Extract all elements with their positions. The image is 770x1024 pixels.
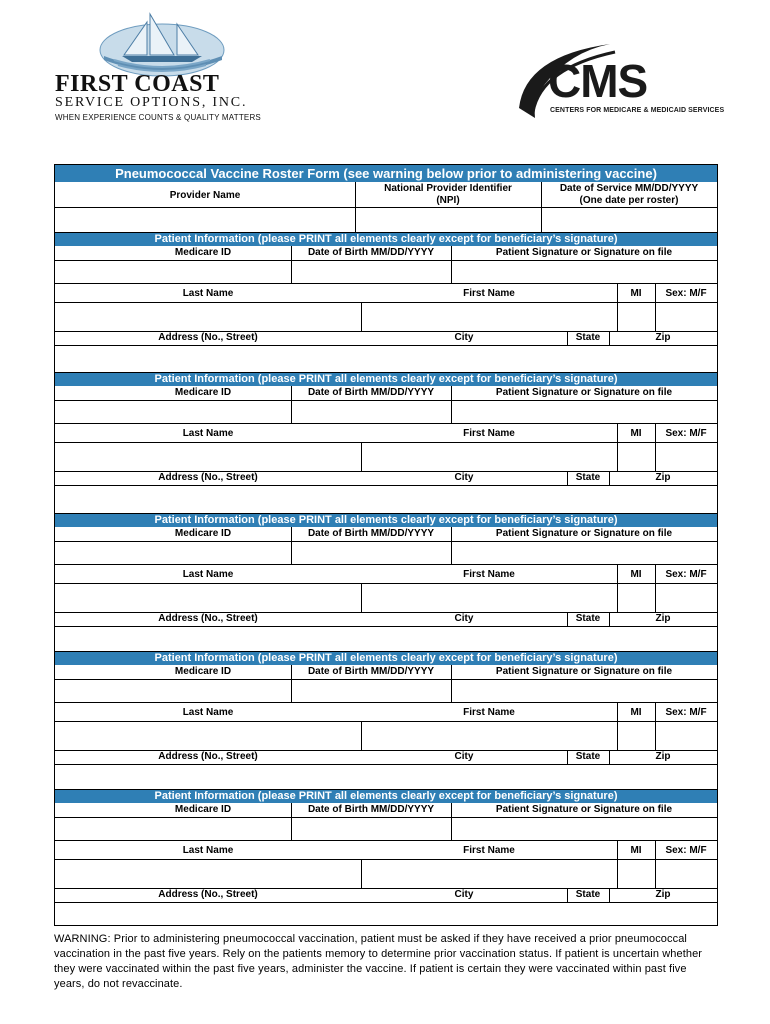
patient-1-sex-field[interactable]	[656, 303, 717, 331]
patient-4-dob-label: Date of Birth MM/DD/YYYY	[307, 666, 435, 677]
patient-4-signature-field[interactable]	[452, 680, 717, 702]
patient-2-mi-label: MI	[630, 428, 642, 439]
patient-5-mi-label: MI	[630, 845, 642, 856]
patient-2-address-field[interactable]	[55, 486, 717, 511]
patient-4-first-name-field[interactable]	[362, 722, 617, 750]
patient-1-address-label: Address (No., Street)	[158, 332, 258, 343]
patient-4-mi-label: MI	[630, 707, 642, 718]
patient-5-state-label: State	[575, 889, 601, 900]
form-title: Pneumococcal Vaccine Roster Form (see warning below prior to administering vaccine)	[55, 165, 717, 182]
patient-1-medicare-id-label: Medicare ID	[174, 247, 232, 258]
cms-wordmark: CMS	[548, 55, 648, 107]
patient-2-dob-field[interactable]	[292, 401, 451, 423]
patient-2-signature-label: Patient Signature or Signature on file	[495, 387, 673, 398]
patient-1-medicare-id-field[interactable]	[55, 261, 291, 283]
patient-5-dob-label: Date of Birth MM/DD/YYYY	[307, 804, 435, 815]
patient-3-address-label: Address (No., Street)	[158, 613, 258, 624]
patient-5-section-title: Patient Information (please PRINT all elements clearly except for beneficiary’s signature)	[55, 790, 717, 803]
patient-5-last-name-label: Last Name	[182, 845, 234, 856]
patient-3-sex-label: Sex: M/F	[665, 569, 707, 580]
patient-3-medicare-id-label: Medicare ID	[174, 528, 232, 539]
fcso-tagline: WHEN EXPERIENCE COUNTS & QUALITY MATTERS	[55, 113, 261, 122]
patient-2-dob-label: Date of Birth MM/DD/YYYY	[307, 387, 435, 398]
patient-4-last-name-label: Last Name	[182, 707, 234, 718]
patient-1-last-name-label: Last Name	[182, 288, 234, 299]
patient-3-city-label: City	[454, 613, 474, 624]
patient-1-city-label: City	[454, 332, 474, 343]
patient-2-medicare-id-field[interactable]	[55, 401, 291, 423]
patient-5-sex-label: Sex: M/F	[665, 845, 707, 856]
patient-4-mi-field[interactable]	[618, 722, 655, 750]
patient-2-signature-field[interactable]	[452, 401, 717, 423]
patient-5-signature-field[interactable]	[452, 818, 717, 840]
cms-subtitle: CENTERS FOR MEDICARE & MEDICAID SERVICES	[550, 107, 725, 114]
npi-label-line1: National Provider Identifier	[384, 183, 512, 194]
fcso-subtitle: SERVICE OPTIONS, INC.	[55, 95, 248, 110]
provider-name-field[interactable]	[55, 208, 355, 232]
patient-3-last-name-label: Last Name	[182, 569, 234, 580]
patient-5-sex-field[interactable]	[656, 860, 717, 888]
patient-5-city-label: City	[454, 889, 474, 900]
patient-4-address-label: Address (No., Street)	[158, 751, 258, 762]
patient-1-mi-field[interactable]	[618, 303, 655, 331]
patient-5-mi-field[interactable]	[618, 860, 655, 888]
patient-4-zip-label: Zip	[655, 751, 671, 762]
patient-3-signature-label: Patient Signature or Signature on file	[495, 528, 673, 539]
patient-5-medicare-id-field[interactable]	[55, 818, 291, 840]
patient-2-mi-field[interactable]	[618, 443, 655, 471]
patient-3-sex-field[interactable]	[656, 584, 717, 612]
patient-1-signature-label: Patient Signature or Signature on file	[495, 247, 673, 258]
patient-2-medicare-id-label: Medicare ID	[174, 387, 232, 398]
patient-1-last-name-field[interactable]	[55, 303, 361, 331]
patient-2-address-label: Address (No., Street)	[158, 472, 258, 483]
patient-3-dob-label: Date of Birth MM/DD/YYYY	[307, 528, 435, 539]
patient-2-section-title: Patient Information (please PRINT all elements clearly except for beneficiary’s signature)	[55, 373, 717, 386]
patient-2-state-label: State	[575, 472, 601, 483]
patient-1-zip-label: Zip	[655, 332, 671, 343]
patient-5-zip-label: Zip	[655, 889, 671, 900]
patient-3-address-field[interactable]	[55, 627, 717, 652]
patient-4-medicare-id-field[interactable]	[55, 680, 291, 702]
patient-5-first-name-label: First Name	[463, 845, 515, 856]
patient-1-first-name-label: First Name	[463, 288, 515, 299]
patient-1-section-title: Patient Information (please PRINT all elements clearly except for beneficiary’s signature)	[55, 233, 717, 246]
patient-5-address-field[interactable]	[55, 903, 717, 928]
patient-4-signature-label: Patient Signature or Signature on file	[495, 666, 673, 677]
patient-1-address-field[interactable]	[55, 346, 717, 371]
patient-2-last-name-field[interactable]	[55, 443, 361, 471]
patient-3-section-title: Patient Information (please PRINT all elements clearly except for beneficiary’s signature)	[55, 514, 717, 527]
dos-label-line2: (One date per roster)	[579, 195, 679, 206]
warning-text: WARNING: Prior to administering pneumococcal vaccination, patient must be asked if they have received a prior pneumococcal vaccination in the past five years. Rely on the patients memory to determine prior vaccination status. If patient is uncertain whether they were vaccinated within the past five years, administer the vaccine. If patient is certain they were vaccinated within past five years, do not revaccinate.	[54, 933, 703, 990]
patient-3-dob-field[interactable]	[292, 542, 451, 564]
patient-3-last-name-field[interactable]	[55, 584, 361, 612]
patient-5-last-name-field[interactable]	[55, 860, 361, 888]
patient-2-first-name-field[interactable]	[362, 443, 617, 471]
patient-5-first-name-field[interactable]	[362, 860, 617, 888]
npi-label-line2: (NPI)	[436, 195, 460, 206]
patient-3-state-label: State	[575, 613, 601, 624]
patient-4-medicare-id-label: Medicare ID	[174, 666, 232, 677]
patient-4-address-field[interactable]	[55, 765, 717, 790]
patient-4-sex-field[interactable]	[656, 722, 717, 750]
date-of-service-field[interactable]	[542, 208, 717, 232]
patient-2-sex-field[interactable]	[656, 443, 717, 471]
patient-2-sex-label: Sex: M/F	[665, 428, 707, 439]
patient-4-first-name-label: First Name	[463, 707, 515, 718]
patient-2-last-name-label: Last Name	[182, 428, 234, 439]
dos-label-line1: Date of Service MM/DD/YYYY	[559, 183, 699, 194]
patient-2-zip-label: Zip	[655, 472, 671, 483]
patient-1-signature-field[interactable]	[452, 261, 717, 283]
patient-1-dob-field[interactable]	[292, 261, 451, 283]
patient-3-mi-field[interactable]	[618, 584, 655, 612]
patient-1-state-label: State	[575, 332, 601, 343]
roster-form	[54, 164, 718, 926]
patient-4-city-label: City	[454, 751, 474, 762]
fcso-name: FIRST COAST	[55, 71, 220, 97]
patient-5-signature-label: Patient Signature or Signature on file	[495, 804, 673, 815]
patient-3-first-name-label: First Name	[463, 569, 515, 580]
patient-3-first-name-field[interactable]	[362, 584, 617, 612]
patient-2-city-label: City	[454, 472, 474, 483]
patient-4-section-title: Patient Information (please PRINT all elements clearly except for beneficiary’s signature)	[55, 652, 717, 665]
patient-5-dob-field[interactable]	[292, 818, 451, 840]
patient-1-dob-label: Date of Birth MM/DD/YYYY	[307, 247, 435, 258]
patient-5-address-label: Address (No., Street)	[158, 889, 258, 900]
provider-name-label: Provider Name	[169, 190, 241, 201]
patient-4-state-label: State	[575, 751, 601, 762]
patient-1-first-name-field[interactable]	[362, 303, 617, 331]
patient-4-last-name-field[interactable]	[55, 722, 361, 750]
patient-4-dob-field[interactable]	[292, 680, 451, 702]
patient-1-sex-label: Sex: M/F	[665, 288, 707, 299]
npi-field[interactable]	[356, 208, 541, 232]
patient-3-signature-field[interactable]	[452, 542, 717, 564]
patient-5-medicare-id-label: Medicare ID	[174, 804, 232, 815]
patient-1-mi-label: MI	[630, 288, 642, 299]
patient-4-sex-label: Sex: M/F	[665, 707, 707, 718]
patient-3-zip-label: Zip	[655, 613, 671, 624]
patient-3-mi-label: MI	[630, 569, 642, 580]
patient-2-first-name-label: First Name	[463, 428, 515, 439]
patient-3-medicare-id-field[interactable]	[55, 542, 291, 564]
